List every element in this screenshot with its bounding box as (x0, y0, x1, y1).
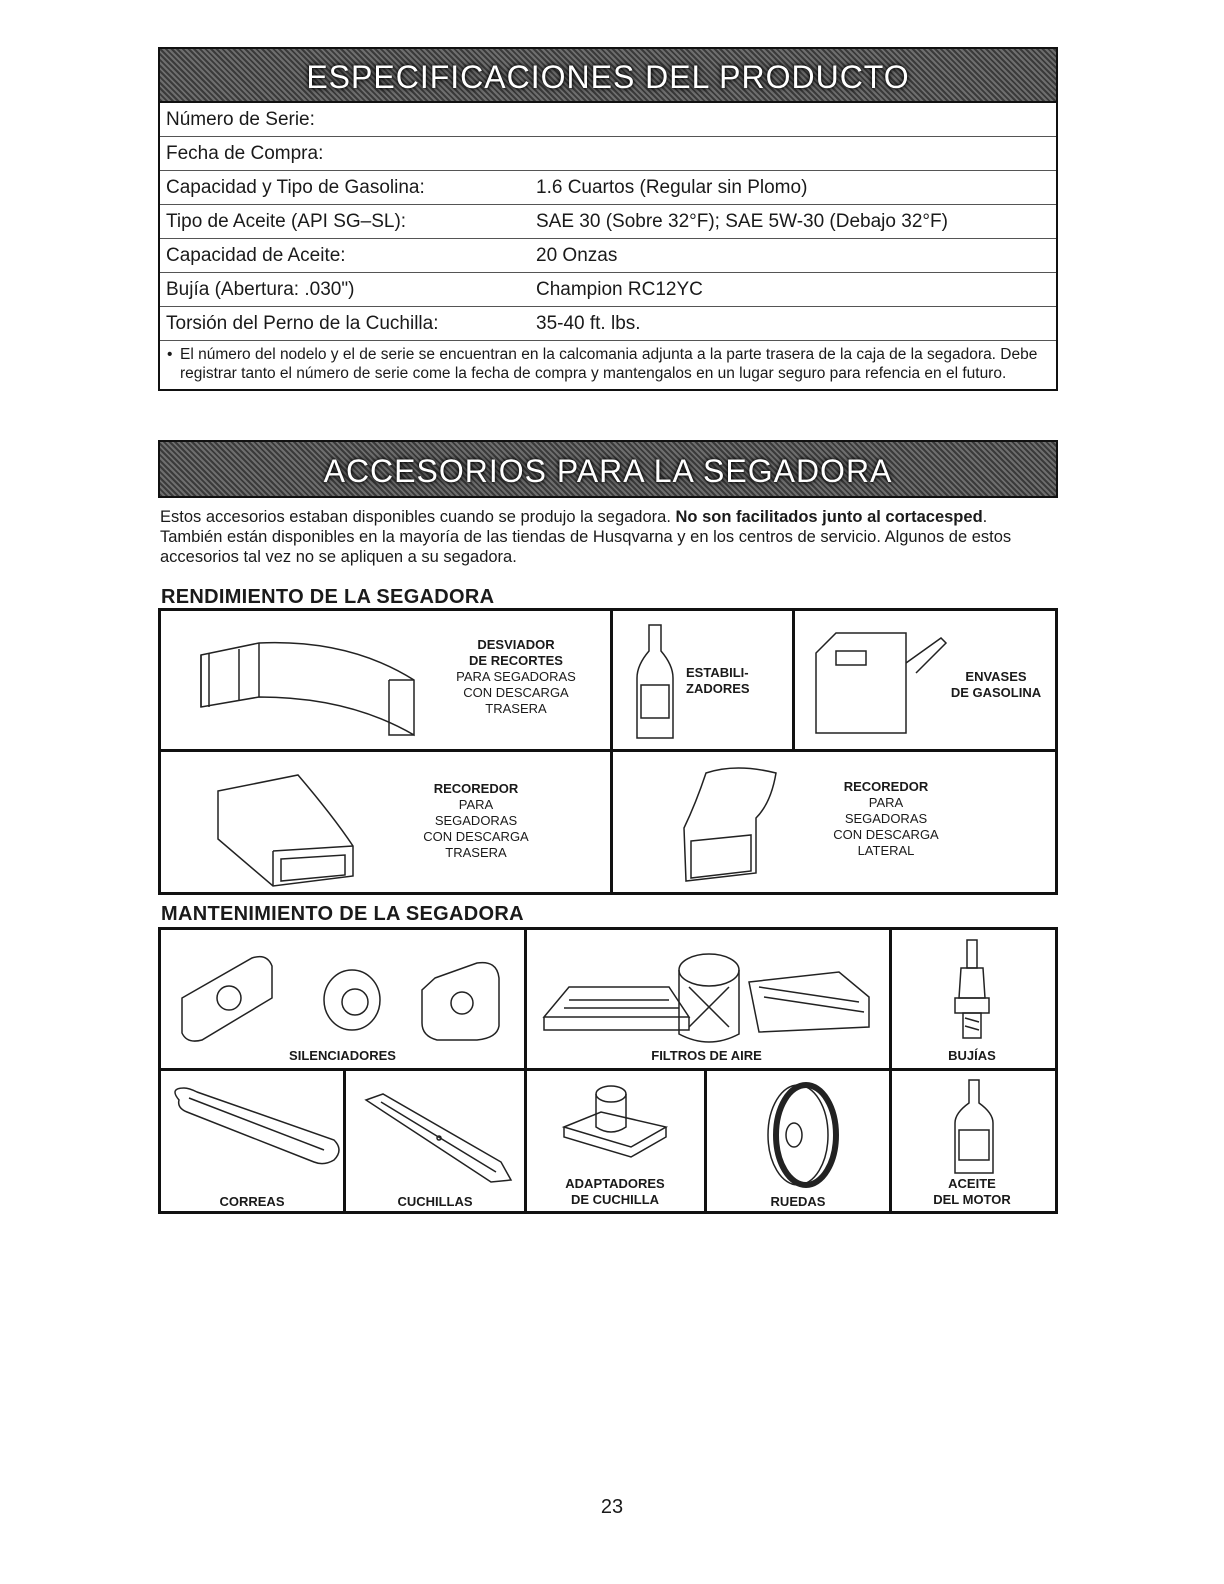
spec-label: Capacidad y Tipo de Gasolina: (166, 177, 425, 198)
accessories-banner (158, 440, 1058, 498)
intro-bold-text: No son facilitados junto al cortacesped (675, 508, 983, 526)
air-filter-icon (539, 942, 879, 1047)
gas-can-icon (811, 623, 951, 738)
side-bagger-line3: SEGADORAS (844, 811, 928, 826)
divider (343, 1070, 346, 1211)
spec-row (160, 171, 1056, 205)
blade-icon (361, 1090, 516, 1190)
motor-oil-icon (951, 1078, 997, 1178)
blade-adapter-label (526, 1176, 704, 1208)
spec-label: Tipo de Aceite (API SG–SL): (166, 211, 407, 232)
divider (161, 749, 1055, 752)
belt-label: CORREAS (219, 1194, 285, 1209)
deflector-line2: DE RECORTES (469, 653, 563, 668)
specs-table (158, 103, 1058, 391)
wheel-label: RUEDAS (770, 1194, 826, 1209)
rear-bagger-line5: TRASERA (445, 845, 507, 860)
maintenance-grid (158, 927, 1058, 1214)
rear-bagger-icon (213, 771, 363, 889)
spec-note-text: El número del nodelo y el de serie se encuentran en la calcomania adjunta a la parte trasera de la caja de la segadora. Debe registrar tanto el número de serie come la fecha de compra y mantengalos en un lugar seguro para refencia en el futuro. (180, 346, 1038, 382)
spec-value: 35-40 ft. lbs. (536, 313, 641, 334)
maintenance-title: MANTENIMIENTO DE LA SEGADORA (161, 903, 524, 925)
gas-can-label (936, 669, 1056, 701)
deflector-line5: TRASERA (485, 701, 547, 716)
deflector-line4: CON DESCARGA (463, 685, 569, 700)
side-bagger-icon (676, 763, 786, 885)
motor-oil-line2: DEL MOTOR (933, 1192, 1011, 1207)
bullet: • (167, 346, 173, 363)
spec-label: Número de Serie: (166, 109, 315, 130)
side-bagger-label (811, 779, 961, 859)
wheel-icon (756, 1080, 846, 1190)
performance-grid (158, 608, 1058, 895)
performance-title: RENDIMIENTO DE LA SEGADORA (161, 586, 495, 608)
side-bagger-line2: PARA (868, 795, 904, 810)
spec-row (160, 307, 1056, 341)
deflector-icon (199, 635, 419, 745)
blade-adapter-line2: DE CUCHILLA (570, 1192, 660, 1207)
divider (704, 1070, 707, 1211)
stabilizer-bottle-icon (633, 623, 677, 743)
side-bagger-line5: LATERAL (857, 843, 915, 858)
intro-text: Estos accesorios estaban disponibles cuando se produjo la segadora. (160, 508, 676, 526)
spec-value: 20 Onzas (536, 245, 618, 266)
blade-label: CUCHILLAS (397, 1194, 473, 1209)
muffler-icon (177, 948, 517, 1046)
spark-plug-label: BUJÍAS (948, 1048, 996, 1063)
stabilizer-line1: ESTABILI- (686, 665, 749, 680)
gas-can-line1: ENVASES (965, 669, 1027, 684)
specs-title: ESPECIFICACIONES DEL PRODUCTO (306, 59, 910, 95)
intro-text-end: . También están disponibles en la mayoría de las tiendas de Husqvarna y en los centros de servicio. Algunos de estos accesorios tal vez no se apliquen a su segadora. (160, 508, 1012, 566)
stabilizer-line2: ZADORES (686, 681, 750, 696)
rear-bagger-line4: CON DESCARGA (423, 829, 529, 844)
motor-oil-line1: ACEITE (948, 1176, 996, 1191)
deflector-label (436, 637, 596, 717)
rear-bagger-label (401, 781, 551, 861)
stabilizer-label (686, 665, 786, 697)
spec-label: Bujía (Abertura: .030") (166, 279, 355, 300)
rear-bagger-line1: RECOREDOR (433, 781, 519, 796)
specs-banner (158, 47, 1058, 103)
spec-value (536, 103, 1056, 136)
rear-bagger-line2: PARA (458, 797, 494, 812)
spec-label: Capacidad de Aceite: (166, 245, 346, 266)
spec-value (536, 137, 1056, 170)
spec-value: SAE 30 (Sobre 32°F); SAE 5W-30 (Debajo 32°F) (536, 211, 948, 232)
spec-label: Fecha de Compra: (166, 143, 324, 164)
spec-value: 1.6 Cuartos (Regular sin Plomo) (536, 177, 808, 198)
air-filter-label: FILTROS DE AIRE (651, 1048, 762, 1063)
spec-row (160, 103, 1056, 137)
deflector-line3: PARA SEGADORAS (456, 669, 576, 684)
spec-row (160, 137, 1056, 171)
divider (161, 1068, 1055, 1071)
divider (792, 611, 795, 750)
accessories-intro (160, 507, 1050, 567)
gas-can-line2: DE GASOLINA (950, 685, 1042, 700)
side-bagger-line4: CON DESCARGA (833, 827, 939, 842)
page-number: 23 (600, 1496, 624, 1518)
blade-adapter-icon (556, 1082, 676, 1170)
motor-oil-label (889, 1176, 1055, 1208)
blade-adapter-line1: ADAPTADORES (565, 1176, 665, 1191)
spec-row (160, 273, 1056, 307)
spec-value: Champion RC12YC (536, 279, 703, 300)
muffler-label: SILENCIADORES (289, 1048, 396, 1063)
rear-bagger-line3: SEGADORAS (434, 813, 518, 828)
accessories-title: ACCESORIOS PARA LA SEGADORA (323, 453, 893, 489)
belt-icon (169, 1080, 341, 1170)
spec-note (160, 341, 1056, 389)
spec-row (160, 205, 1056, 239)
side-bagger-line1: RECOREDOR (843, 779, 929, 794)
spec-label: Torsión del Perno de la Cuchilla: (166, 313, 439, 334)
spark-plug-icon (947, 938, 997, 1048)
deflector-line1: DESVIADOR (477, 637, 555, 652)
spec-row (160, 239, 1056, 273)
